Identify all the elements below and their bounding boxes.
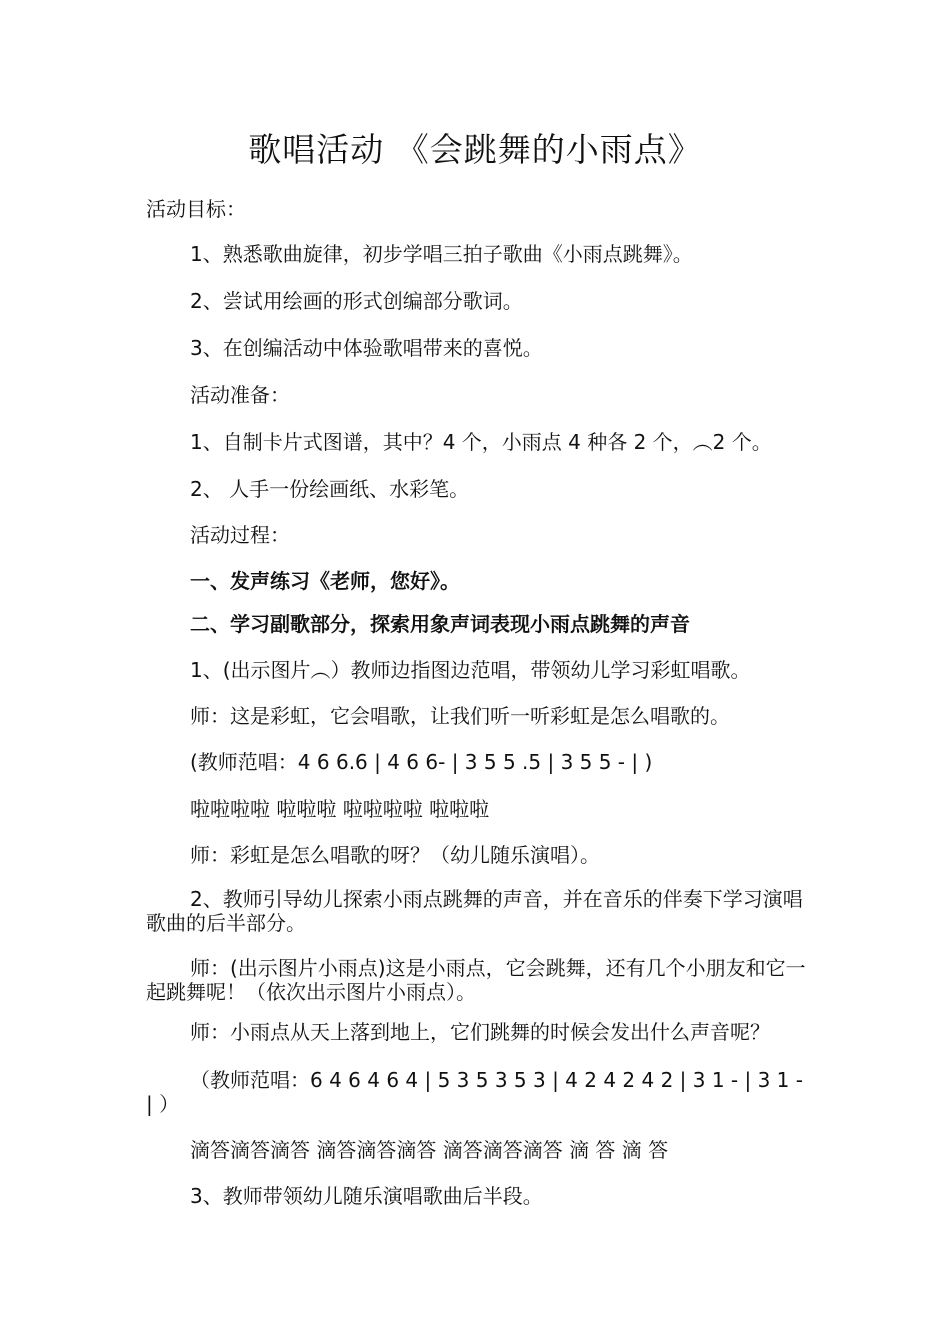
teacher-line-3: 师：(出示图片小雨点)这是小雨点，它会跳舞，还有几个小朋友和它一起跳舞呢！（依次出示图片小雨点）。 (146, 956, 806, 1004)
lyrics-2: 滴答滴答滴答 滴答滴答滴答 滴答滴答滴答 滴 答 滴 答 (190, 1138, 669, 1162)
notation-1: (教师范唱：4 6 6.6 | 4 6 6- | 3 5 5 .5 | 3 5 5 - | ) (190, 750, 653, 774)
step-2: 2、教师引导幼儿探索小雨点跳舞的声音，并在音乐的伴奏下学习演唱歌曲的后半部分。 (146, 887, 803, 935)
lyrics-1: 啦啦啦啦 啦啦啦 啦啦啦啦 啦啦啦 (190, 797, 490, 821)
goal-item-2: 2、尝试用绘画的形式创编部分歌词。 (190, 289, 523, 313)
prep-heading: 活动准备： (190, 383, 290, 407)
process-heading: 活动过程： (190, 523, 290, 547)
prep-item-2: 2、 人手一份绘画纸、水彩笔。 (190, 477, 470, 501)
goal-item-1: 1、熟悉歌曲旋律，初步学唱三拍子歌曲《小雨点跳舞》。 (190, 242, 693, 266)
section-heading-1: 一、发声练习《老师，您好》。 (190, 569, 460, 593)
page-title: 歌唱活动 《会跳舞的小雨点》 (248, 130, 702, 169)
notation-2: （教师范唱：6 4 6 4 6 4 | 5 3 5 3 5 3 | 4 2 4 2 4 2 | 3 1 - | 3 1 - | ） (146, 1068, 803, 1116)
step-1: 1、(出示图片︵）教师边指图边范唱，带领幼儿学习彩虹唱歌。 (190, 658, 751, 682)
goals-heading: 活动目标： (146, 197, 246, 221)
step-3: 3、教师带领幼儿随乐演唱歌曲后半段。 (190, 1184, 543, 1208)
goal-item-3: 3、在创编活动中体验歌唱带来的喜悦。 (190, 336, 543, 360)
prep-item-1: 1、自制卡片式图谱，其中？4 个，小雨点 4 种各 2 个，︵2 个。 (190, 430, 772, 454)
teacher-line-4: 师：小雨点从天上落到地上，它们跳舞的时候会发出什么声音呢？ (190, 1020, 770, 1044)
section-heading-2: 二、学习副歌部分，探索用象声词表现小雨点跳舞的声音 (190, 612, 690, 636)
teacher-line-1: 师：这是彩虹，它会唱歌，让我们听一听彩虹是怎么唱歌的。 (190, 704, 730, 728)
teacher-line-2: 师：彩虹是怎么唱歌的呀？（幼儿随乐演唱）。 (190, 843, 600, 867)
